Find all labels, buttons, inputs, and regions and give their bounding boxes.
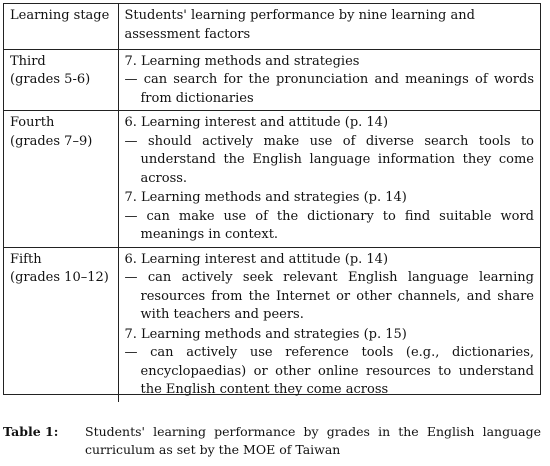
table-row-fifth <box>4 247 540 402</box>
factor-title: 6. Learning interest and attitude (p. 14) <box>124 251 389 267</box>
table-row-third <box>4 49 540 111</box>
stage-name: Third <box>10 53 46 69</box>
header-learning-stage: Learning stage <box>4 4 118 49</box>
factor-description: — can actively use reference tools (e.g., dictionaries, encyclopaedias) or other online resources to understand the English content they come across <box>124 345 534 397</box>
performance-cell-fifth <box>118 247 540 402</box>
performance-cell-third <box>118 49 540 111</box>
stage-cell-third <box>4 49 118 111</box>
factor-description: — can actively seek relevant English language learning resources from the Internet or other channels, and share with teachers and peers. <box>124 270 534 322</box>
performance-cell-fourth <box>118 111 540 248</box>
curriculum-table-frame <box>3 3 541 395</box>
caption-text: Students' learning performance by grades in the English language curriculum as set by the MOE of Taiwan <box>85 424 541 457</box>
curriculum-table <box>4 4 540 402</box>
performance-block <box>125 114 535 188</box>
factor-title: 7. Learning methods and strategies <box>124 53 360 69</box>
stage-grades: (grades 10–12) <box>10 270 109 285</box>
performance-block <box>125 53 535 109</box>
performance-block <box>125 326 535 400</box>
factor-description: — can make use of the dictionary to find suitable word meanings in context. <box>124 208 534 242</box>
table-header-row <box>4 4 540 49</box>
stage-cell-fifth <box>4 247 118 402</box>
caption-label: Table 1: <box>3 424 59 439</box>
performance-block <box>125 189 535 245</box>
header-learning-performance: Students' learning performance by nine learning and assessment factors <box>118 4 540 49</box>
performance-block <box>125 251 535 325</box>
factor-description: — can search for the pronunciation and meanings of words from dictionaries <box>124 72 534 106</box>
table-row-fourth <box>4 111 540 248</box>
factor-title: 7. Learning methods and strategies (p. 15) <box>124 326 407 342</box>
stage-cell-fourth <box>4 111 118 248</box>
table-caption <box>3 423 541 459</box>
factor-title: 7. Learning methods and strategies (p. 14) <box>124 190 407 205</box>
stage-grades: (grades 5-6) <box>10 72 91 87</box>
stage-name: Fifth <box>10 251 42 267</box>
factor-description: — should actively make use of diverse search tools to understand the English language information they come across. <box>124 133 534 186</box>
stage-name: Fourth <box>10 115 55 130</box>
stage-grades: (grades 7–9) <box>10 133 93 149</box>
factor-title: 6. Learning interest and attitude (p. 14) <box>124 115 389 130</box>
